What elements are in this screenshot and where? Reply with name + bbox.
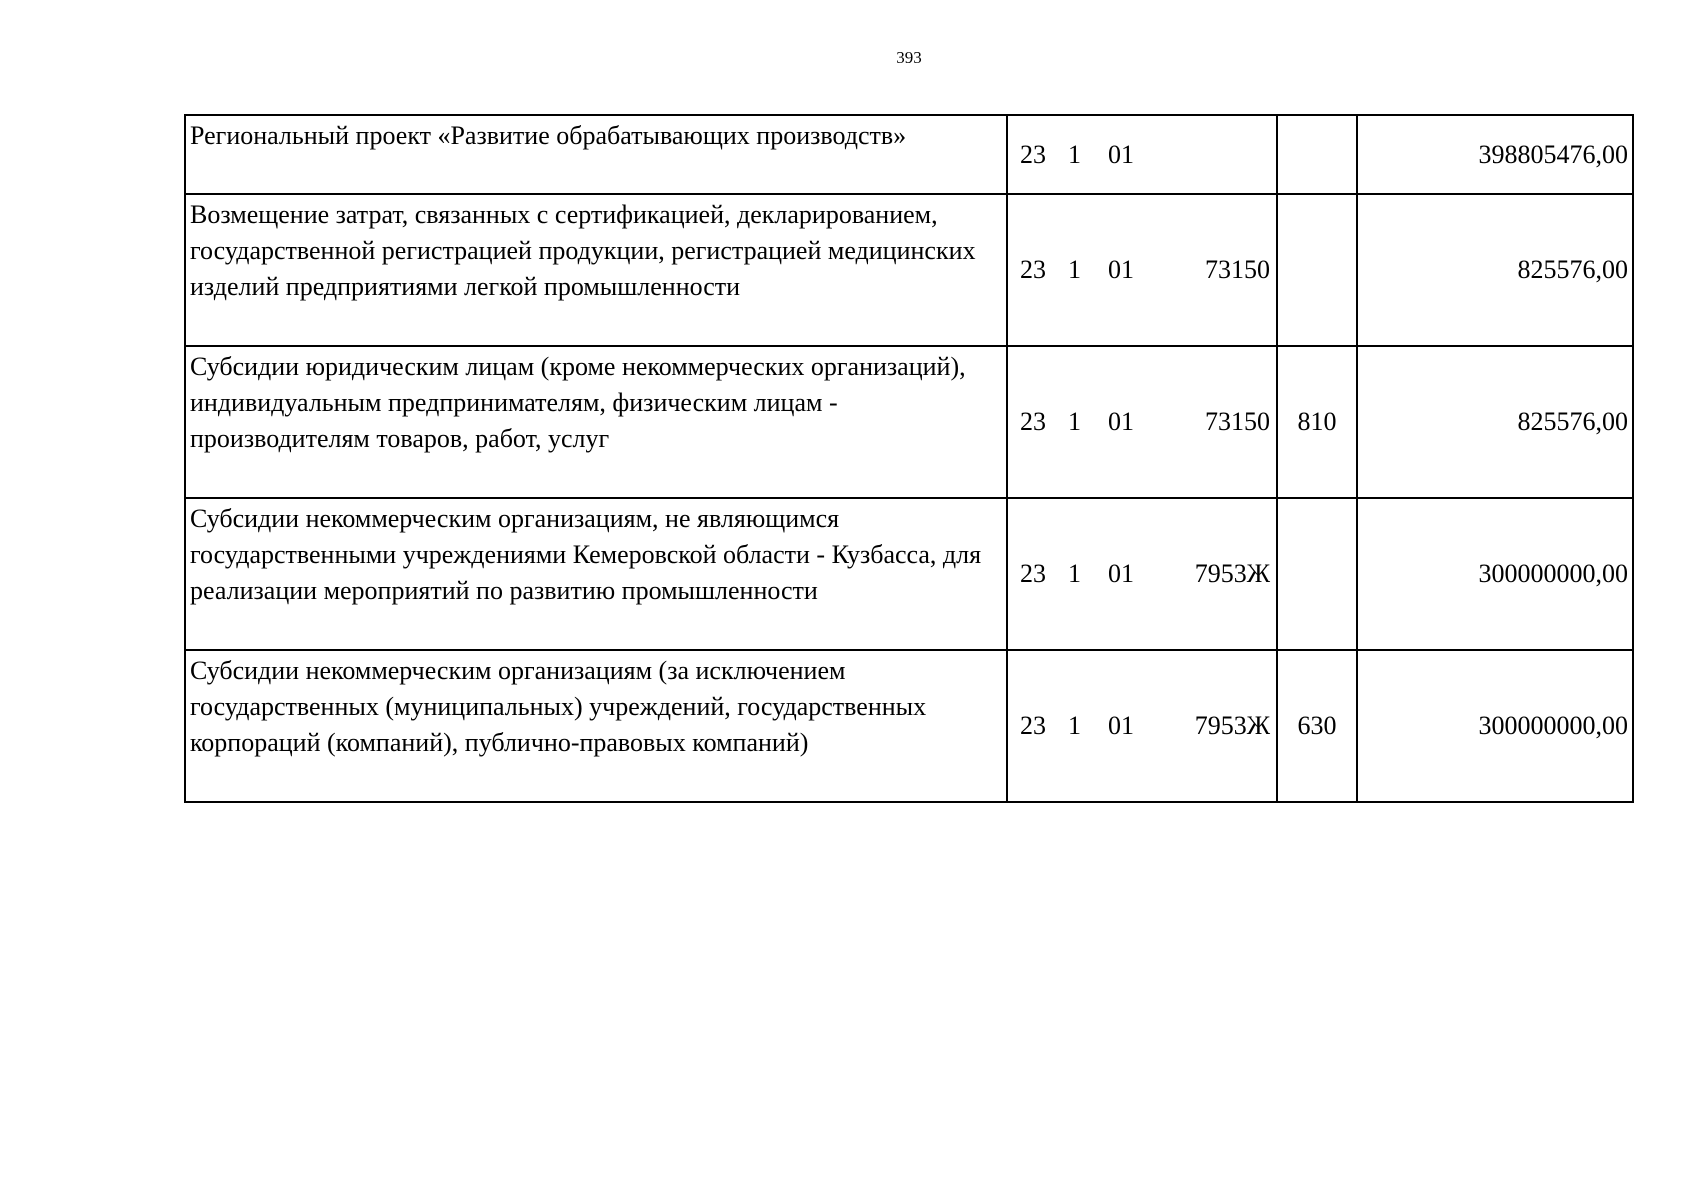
expense-type: 630 xyxy=(1277,650,1357,802)
program-code: 23 xyxy=(1020,407,1046,436)
expense-type: 810 xyxy=(1277,346,1357,498)
amount: 825576,00 xyxy=(1357,194,1633,346)
main-event-code: 01 xyxy=(1108,139,1134,169)
table-row xyxy=(185,346,1633,498)
row-code xyxy=(1007,115,1277,194)
row-code xyxy=(1007,650,1277,802)
main-event-code: 01 xyxy=(1108,559,1134,588)
expense-type xyxy=(1277,115,1357,194)
row-name: Региональный проект «Развитие обрабатывающих производств» xyxy=(185,115,1007,194)
table-row xyxy=(185,650,1633,802)
main-event-code: 01 xyxy=(1108,255,1134,284)
expense-type xyxy=(1277,498,1357,650)
amount: 398805476,00 xyxy=(1357,115,1633,194)
row-code xyxy=(1007,346,1277,498)
page-number: 393 xyxy=(896,48,922,67)
amount: 300000000,00 xyxy=(1357,498,1633,650)
table-row xyxy=(185,194,1633,346)
program-code: 23 xyxy=(1020,559,1046,588)
amount: 300000000,00 xyxy=(1357,650,1633,802)
subprogram-code: 1 xyxy=(1068,407,1081,436)
expense-type xyxy=(1277,194,1357,346)
program-code: 23 xyxy=(1020,711,1046,740)
main-event-code: 01 xyxy=(1108,407,1134,436)
row-name: Субсидии некоммерческим организациям, не являющимся государственными учреждениями Кемеровской области - Кузбасса, для реализации мероприятий по развитию промышленности xyxy=(185,498,1007,650)
table-row xyxy=(185,498,1633,650)
direction-code: 73150 xyxy=(1205,407,1270,436)
direction-code: 7953Ж xyxy=(1194,559,1270,588)
subprogram-code: 1 xyxy=(1068,711,1081,740)
row-code xyxy=(1007,498,1277,650)
table-row xyxy=(185,115,1633,194)
amount: 825576,00 xyxy=(1357,346,1633,498)
subprogram-code: 1 xyxy=(1068,255,1081,284)
subprogram-code: 1 xyxy=(1068,139,1081,169)
row-name: Субсидии некоммерческим организациям (за исключением государственных (муниципальных) учреждений, государственных корпораций (компаний), публично-правовых компаний) xyxy=(185,650,1007,802)
budget-table xyxy=(184,114,1634,803)
subprogram-code: 1 xyxy=(1068,559,1081,588)
program-code: 23 xyxy=(1020,255,1046,284)
row-name: Возмещение затрат, связанных с сертификацией, декларированием, государственной регистрацией продукции, регистрацией медицинских изделий предприятиями легкой промышленности xyxy=(185,194,1007,346)
main-event-code: 01 xyxy=(1108,711,1134,740)
program-code: 23 xyxy=(1020,139,1046,169)
direction-code: 7953Ж xyxy=(1194,711,1270,740)
row-name: Субсидии юридическим лицам (кроме некоммерческих организаций), индивидуальным предпринимателям, физическим лицам - производителям товаров, работ, услуг xyxy=(185,346,1007,498)
direction-code: 73150 xyxy=(1205,255,1270,284)
row-code xyxy=(1007,194,1277,346)
